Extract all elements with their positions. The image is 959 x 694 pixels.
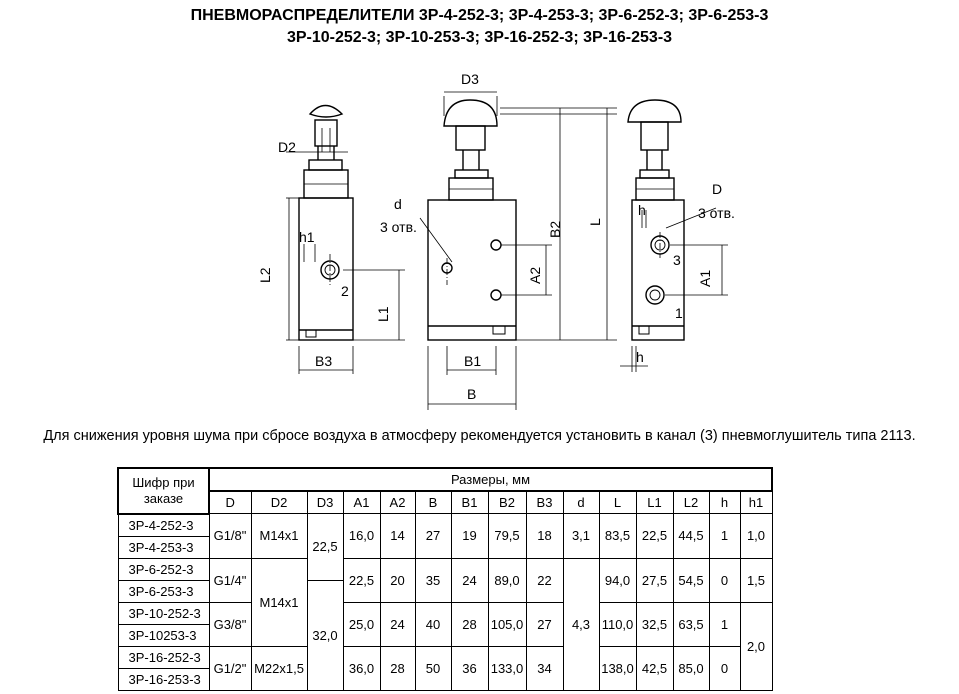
cell-A2: 28 [380,646,415,690]
cell-h: 1 [709,514,740,559]
cell-h1: 2,0 [740,602,772,690]
label-D2: D2 [278,139,296,155]
order-code: 3Р-16-253-3 [118,668,209,690]
label-L2: L2 [257,267,273,283]
label-h-top: h [638,202,646,218]
view-left-dims [286,128,405,374]
cell-A2: 24 [380,602,415,646]
cell-A1: 36,0 [343,646,380,690]
label-B: B [467,386,477,402]
cell-B: 50 [415,646,451,690]
order-code: 3Р-16-252-3 [118,646,209,668]
col-L1: L1 [636,491,673,514]
label-A2: A2 [527,266,543,284]
col-B2: B2 [488,491,526,514]
cell-B1: 19 [451,514,488,559]
view-side-left [299,106,353,341]
header-code: Шифр при заказе [118,468,209,514]
cell-B1: 36 [451,646,488,690]
view-side-right [628,100,684,340]
cell-A2: 20 [380,558,415,602]
col-D3: D3 [307,491,343,514]
order-code: 3Р-6-253-3 [118,580,209,602]
cell-h1: 1,0 [740,514,772,559]
cell-L2: 54,5 [673,558,709,602]
label-holes-left: 3 отв. [380,219,417,235]
col-B: B [415,491,451,514]
cell-h: 1 [709,602,740,646]
order-code: 3Р-10-252-3 [118,602,209,624]
cell-B2: 89,0 [488,558,526,602]
label-A1: A1 [697,269,713,287]
order-code: 3Р-4-253-3 [118,536,209,558]
label-D3: D3 [461,71,479,87]
table-row [118,514,772,537]
cell-D2: M22x1,5 [251,646,307,690]
label-port-2: 2 [341,283,349,299]
cell-D: G1/2" [209,646,251,690]
view-right-dims [620,208,728,372]
label-L1: L1 [375,306,391,322]
cell-D: G1/8" [209,514,251,559]
noise-reduction-note: Для снижения уровня шума при сбросе воздуха в атмосферу рекомендуется установить в канал (3) пневмоглушитель типа 2113. [43,428,916,444]
table-row [118,558,772,580]
cell-B3: 27 [526,602,563,646]
cell-L2: 85,0 [673,646,709,690]
cell-L2: 63,5 [673,602,709,646]
view-front-center [428,100,516,340]
order-code: 3Р-6-252-3 [118,558,209,580]
cell-A1: 22,5 [343,558,380,602]
col-B1: B1 [451,491,488,514]
cell-A1: 25,0 [343,602,380,646]
col-D: D [209,491,251,514]
cell-L: 110,0 [599,602,636,646]
cell-D2: M14x1 [251,514,307,559]
label-d: d [394,196,402,212]
cell-D3: 22,5 [307,514,343,581]
table-row [118,646,772,668]
cell-h1: 1,5 [740,558,772,602]
cell-B2: 105,0 [488,602,526,646]
cell-L1: 27,5 [636,558,673,602]
label-port-3: 3 [673,252,681,268]
cell-L1: 42,5 [636,646,673,690]
col-d: d [563,491,599,514]
cell-D2: M14x1 [251,558,307,646]
label-holes-right: 3 отв. [698,205,735,221]
col-L2: L2 [673,491,709,514]
cell-L1: 22,5 [636,514,673,559]
label-L: L [587,218,603,226]
cell-B: 35 [415,558,451,602]
cell-h: 0 [709,646,740,690]
label-B3: B3 [315,353,333,369]
cell-d: 3,1 [563,514,599,559]
cell-B3: 34 [526,646,563,690]
col-L: L [599,491,636,514]
label-B1: B1 [464,353,482,369]
cell-L: 138,0 [599,646,636,690]
header-sizes: Размеры, мм [209,468,772,491]
cell-h: 0 [709,558,740,602]
label-h1: h1 [299,229,315,245]
cell-B1: 28 [451,602,488,646]
col-A1: A1 [343,491,380,514]
cell-B3: 18 [526,514,563,559]
cell-B3: 22 [526,558,563,602]
cell-A1: 16,0 [343,514,380,559]
label-port-1: 1 [675,305,683,321]
cell-L: 94,0 [599,558,636,602]
cell-D: G1/4" [209,558,251,602]
label-B2: B2 [547,220,563,238]
cell-L2: 44,5 [673,514,709,559]
col-D2: D2 [251,491,307,514]
title-line-2: 3Р-10-252-3; 3Р-10-253-3; 3Р-16-252-3; 3Р-16-253-3 [286,29,673,46]
label-D: D [712,181,723,197]
cell-B2: 79,5 [488,514,526,559]
cell-D3: 32,0 [307,580,343,690]
order-code: 3Р-4-252-3 [118,514,209,537]
cell-L: 83,5 [599,514,636,559]
dimensions-table [117,467,773,691]
cell-L1: 32,5 [636,602,673,646]
col-B3: B3 [526,491,563,514]
cell-B2: 133,0 [488,646,526,690]
label-h-bottom: h [636,349,644,365]
cell-d: 4,3 [563,558,599,690]
cell-B: 27 [415,514,451,559]
technical-drawing [0,60,959,425]
view-center-dims [420,92,617,410]
col-h1: h1 [740,491,772,514]
cell-D: G3/8" [209,602,251,646]
cell-B: 40 [415,602,451,646]
table-row [118,602,772,624]
cell-A2: 14 [380,514,415,559]
col-A2: A2 [380,491,415,514]
title-line-1: ПНЕВМОРАСПРЕДЕЛИТЕЛИ 3Р-4-252-3; 3Р-4-253-3; 3Р-6-252-3; 3Р-6-253-3 [190,7,769,24]
col-h: h [709,491,740,514]
cell-B1: 24 [451,558,488,602]
order-code: 3Р-10253-3 [118,624,209,646]
